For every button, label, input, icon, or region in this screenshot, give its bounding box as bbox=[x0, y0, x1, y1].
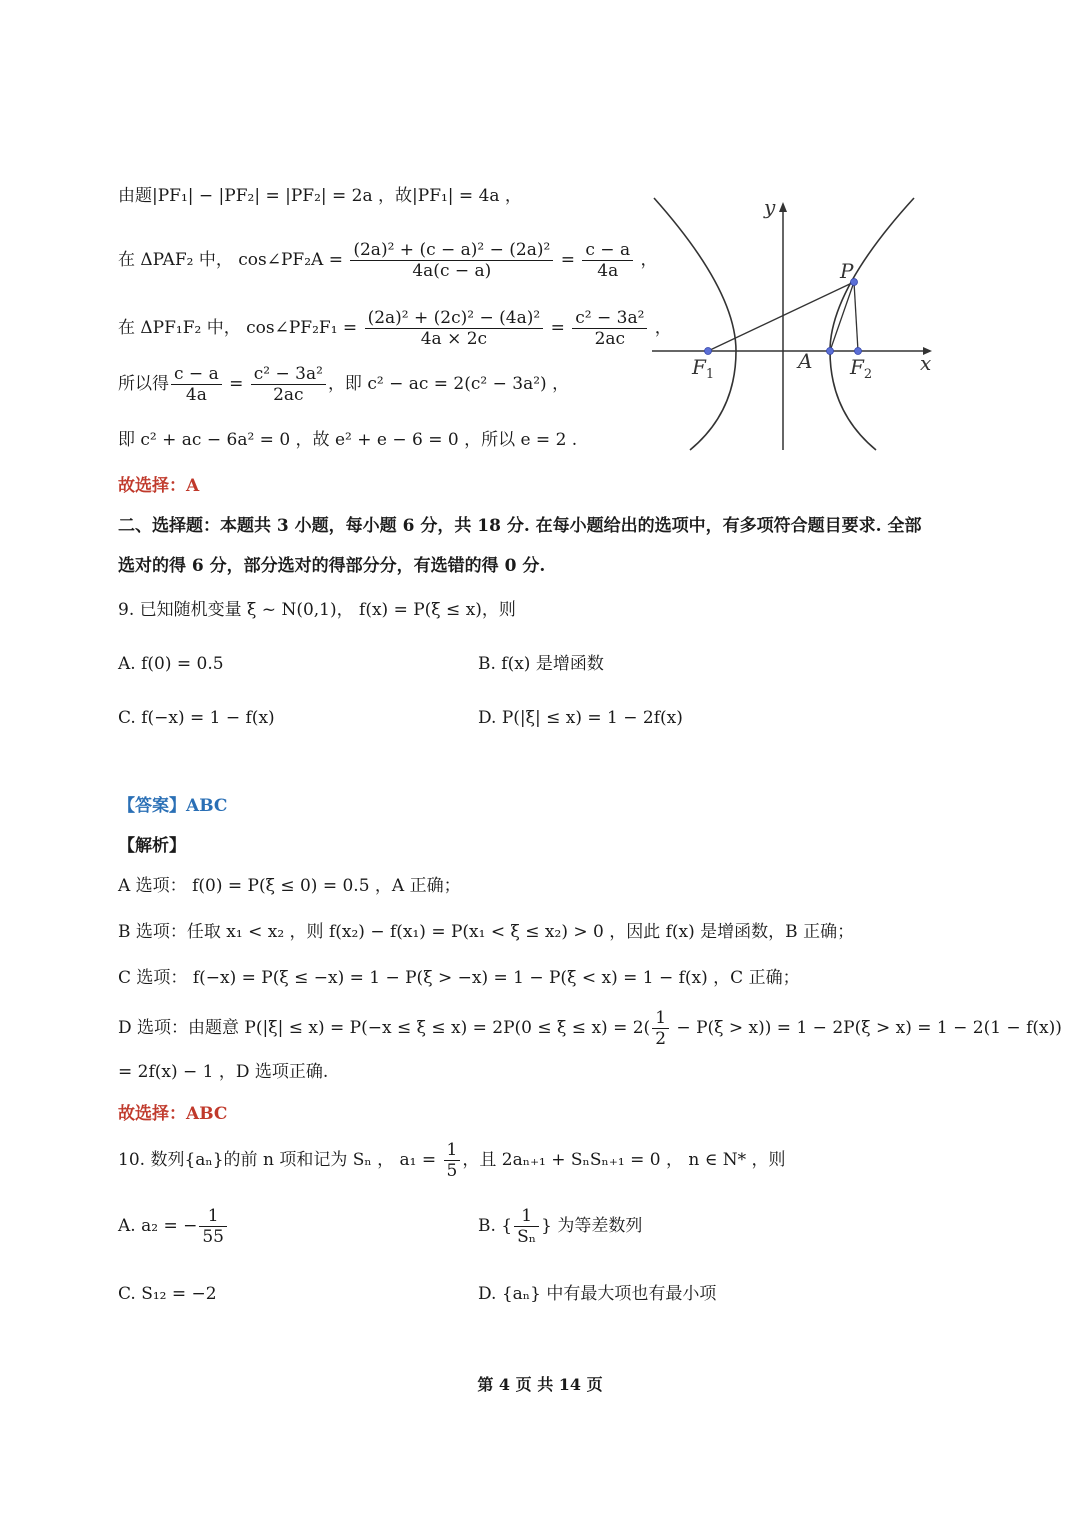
hyperbola-figure bbox=[640, 190, 940, 454]
fraction bbox=[251, 364, 326, 405]
q9-analysis-title: 【解析】 bbox=[118, 836, 186, 856]
fraction-numerator: c − a bbox=[582, 240, 633, 261]
label-F2-main: F bbox=[850, 355, 864, 379]
fraction-numerator: c² − 3a² bbox=[251, 364, 326, 385]
q9-analysis-d-suffix: − P(ξ > x)) = 1 − 2P(ξ > x) = 1 − 2(1 − f(x)) bbox=[671, 1018, 1062, 1038]
solution-line-4-suffix: ，即 c² − ac = 2(c² − 3a²) ， bbox=[327, 374, 570, 394]
fraction bbox=[652, 1008, 669, 1049]
q9-option-b: B. f(x) 是增函数 bbox=[478, 654, 604, 674]
q9-option-a: A. f(0) = 0.5 bbox=[118, 654, 224, 674]
label-F1-sub: 1 bbox=[705, 367, 715, 382]
fraction bbox=[171, 364, 222, 405]
fraction-denominator: 4a bbox=[185, 385, 207, 405]
q10-stem bbox=[118, 1140, 786, 1181]
section2-line-1: 二、选择题：本题共 3 小题，每小题 6 分，共 18 分. 在每小题给出的选项中，有多项符合题目要求. 全部 bbox=[118, 516, 922, 536]
fraction-numerator: (2a)² + (c − a)² − (2a)² bbox=[350, 240, 553, 261]
fraction-numerator: c² − 3a² bbox=[572, 308, 647, 329]
fraction-numerator: 1 bbox=[514, 1206, 539, 1227]
q10-option-b bbox=[478, 1206, 642, 1247]
q10-option-d: D. {aₙ} 中有最大项也有最小项 bbox=[478, 1284, 717, 1304]
choice-line: 故选择：A bbox=[118, 476, 200, 496]
fraction-denominator: Sₙ bbox=[517, 1227, 537, 1247]
q9-analysis-a: A 选项： f(0) = P(ξ ≤ 0) = 0.5 ，A 正确； bbox=[118, 876, 461, 896]
fraction bbox=[572, 308, 647, 349]
fraction-numerator: 1 bbox=[199, 1206, 227, 1227]
q9-choice: 故选择：ABC bbox=[118, 1104, 228, 1124]
label-P: P bbox=[840, 259, 854, 283]
solution-line-3-prefix: 在 ΔPF₁F₂ 中， cos∠PF₂F₁ = bbox=[118, 318, 363, 338]
label-F2-sub: 2 bbox=[863, 367, 873, 382]
solution-line-2-prefix: 在 ΔPAF₂ 中， cos∠PF₂A = bbox=[118, 250, 349, 270]
q9-analysis-c: C 选项： f(−x) = P(ξ ≤ −x) = 1 − P(ξ > −x) = 1 − P(ξ < x) = 1 − f(x) ，C 正确； bbox=[118, 968, 800, 988]
fraction-denominator: 55 bbox=[202, 1227, 224, 1247]
fraction-numerator: 1 bbox=[652, 1008, 669, 1029]
solution-line-4: 所以得 $\frac{c - a}{4a}$ = $\frac{\text{c² − 3a²}}{2ac}$ ，即 c² − ac = 2(c² − 3a²) ， bbox=[118, 364, 570, 405]
label-A: A bbox=[798, 349, 813, 373]
label-x: x bbox=[920, 351, 932, 375]
fraction-numerator: 1 bbox=[444, 1140, 461, 1161]
q9-answer: 【答案】ABC bbox=[118, 796, 228, 816]
q9-analysis-d-line2: = 2f(x) − 1 ，D 选项正确. bbox=[118, 1062, 329, 1082]
q10-option-b-suffix: } 为等差数列 bbox=[541, 1216, 643, 1236]
solution-line-2: 在 ΔPAF₂ 中， cos∠PF₂A = $\frac{\text{(2a)² + (c − a)² − (2a)²}}{4a(c - a)}$ = $\frac{c - a}{4a}$ ， bbox=[118, 240, 658, 281]
fraction-denominator: 4a bbox=[597, 261, 619, 281]
segment-F2P bbox=[854, 282, 858, 351]
point-F1 bbox=[705, 348, 712, 355]
fraction-numerator: (2a)² + (2c)² − (4a)² bbox=[365, 308, 544, 329]
q9-analysis-b: B 选项：任取 x₁ < x₂ ，则 f(x₂) − f(x₁) = P(x₁ < ξ ≤ x₂) > 0 ，因此 f(x) 是增函数，B 正确； bbox=[118, 922, 855, 942]
fraction-denominator: 4a(c − a) bbox=[412, 261, 492, 281]
fraction bbox=[582, 240, 633, 281]
q9-analysis-d-prefix: D 选项：由题意 P(|ξ| ≤ x) = P(−x ≤ ξ ≤ x) = 2P(0 ≤ ξ ≤ x) = 2( bbox=[118, 1018, 651, 1038]
q9-option-c: C. f(−x) = 1 − f(x) bbox=[118, 708, 275, 728]
fraction bbox=[199, 1206, 227, 1247]
q9-option-d: D. P(|ξ| ≤ x) = 1 − 2f(x) bbox=[478, 708, 683, 728]
point-A bbox=[827, 348, 834, 355]
label-y: y bbox=[764, 195, 776, 219]
q9-analysis-d bbox=[118, 1008, 1062, 1049]
q10-stem-suffix: ，且 2aₙ₊₁ + SₙSₙ₊₁ = 0 ， n ∈ N* ，则 bbox=[462, 1150, 786, 1170]
fraction bbox=[350, 240, 553, 281]
fraction-numerator: c − a bbox=[171, 364, 222, 385]
label-F1 bbox=[691, 355, 714, 382]
solution-line-5: 即 c² + ac − 6a² = 0 ，故 e² + e − 6 = 0 ，所以 e = 2 . bbox=[118, 430, 578, 450]
solution-line-3: 在 ΔPF₁F₂ 中， cos∠PF₂F₁ = $\frac{\text{(2a)² + (2c)² − (4a)²}}{4a \times 2c}$ = $\frac{\text{c² − 3a²}}{2ac}$ ， bbox=[118, 308, 672, 349]
q10-option-b-prefix: B. { bbox=[478, 1216, 513, 1236]
fraction-denominator: 2ac bbox=[594, 329, 626, 349]
fraction-denominator: 5 bbox=[446, 1161, 458, 1181]
fraction bbox=[365, 308, 544, 349]
fraction-denominator: 2ac bbox=[273, 385, 304, 405]
solution-line-1: 由题|PF₁| − |PF₂| = |PF₂| = 2a ，故|PF₁| = 4a ， bbox=[118, 186, 522, 206]
q10-option-a-prefix: A. a₂ = − bbox=[118, 1216, 198, 1236]
q10-stem-prefix: 10. 数列{aₙ}的前 n 项和记为 Sₙ ， a₁ = bbox=[118, 1150, 442, 1170]
label-F2 bbox=[849, 355, 872, 382]
fraction bbox=[514, 1206, 539, 1247]
q10-option-a bbox=[118, 1206, 229, 1247]
solution-line-4-prefix: 所以得 bbox=[118, 374, 169, 394]
label-F1-main: F bbox=[692, 355, 706, 379]
q10-option-c: C. S₁₂ = −2 bbox=[118, 1284, 217, 1304]
y-axis-arrow bbox=[779, 202, 787, 212]
fraction bbox=[444, 1140, 461, 1181]
fraction-denominator: 4a × 2c bbox=[420, 329, 488, 349]
page-footer: 第 4 页 共 14 页 bbox=[477, 1375, 603, 1394]
fraction-denominator: 2 bbox=[655, 1029, 667, 1049]
right-branch bbox=[830, 198, 914, 450]
section2-line-2: 选对的得 6 分，部分选对的得部分分，有选错的得 0 分. bbox=[118, 556, 546, 576]
point-F2 bbox=[855, 348, 862, 355]
left-branch bbox=[654, 198, 736, 450]
q9-stem: 9. 已知随机变量 ξ ~ N(0,1)， f(x) = P(ξ ≤ x)，则 bbox=[118, 600, 516, 620]
